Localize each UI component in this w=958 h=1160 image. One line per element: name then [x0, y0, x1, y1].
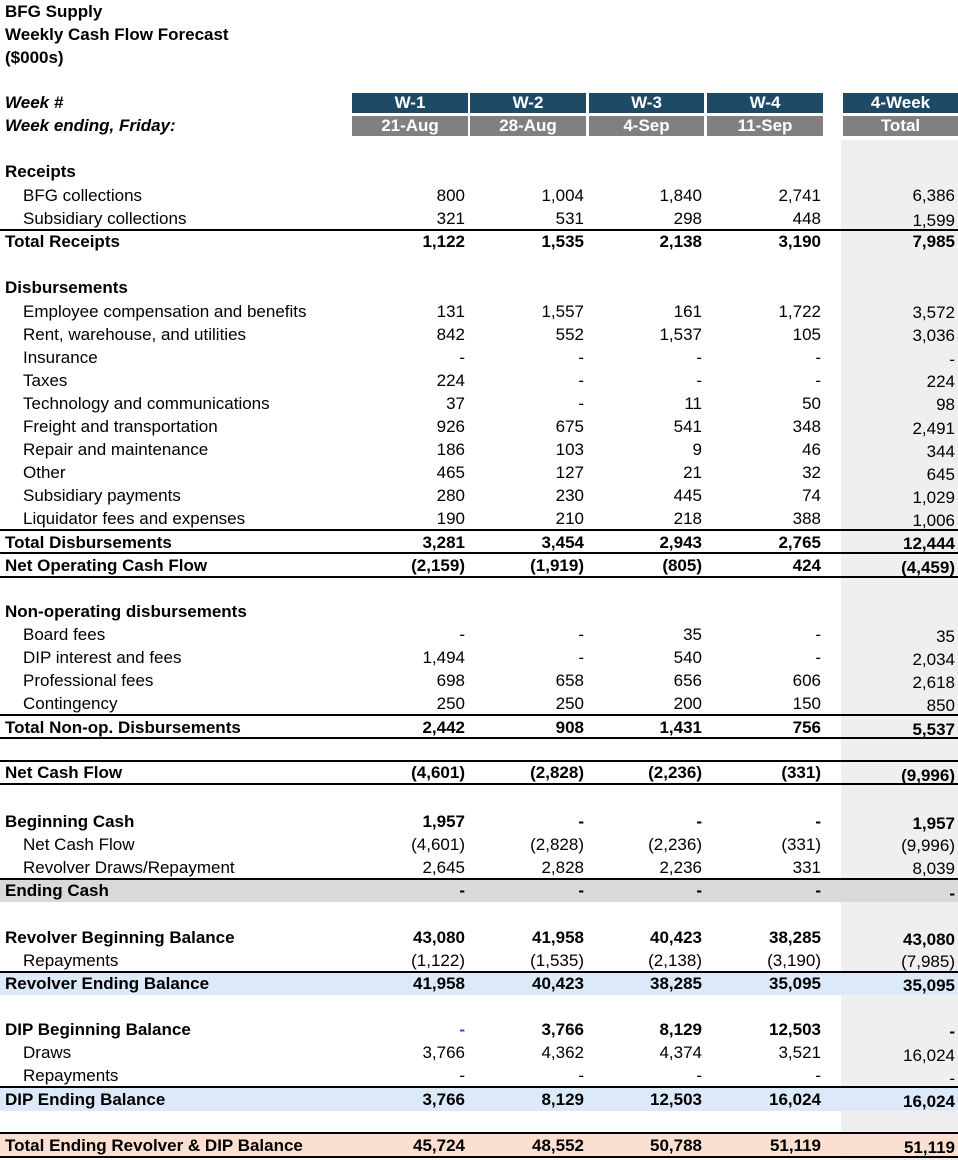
week-3-cell: 35 — [683, 625, 702, 644]
week-2-cell: - — [578, 371, 584, 390]
row-label: Contingency — [23, 694, 118, 713]
week-4-cell: - — [815, 348, 821, 367]
rule-line — [0, 714, 958, 716]
row-label: Net Cash Flow — [5, 763, 123, 782]
week-3-cell: 9 — [692, 440, 702, 459]
week-4-cell: 38,285 — [769, 928, 821, 947]
rule-line — [0, 737, 958, 739]
row-label: Subsidiary payments — [23, 486, 181, 505]
rule-line — [0, 1156, 958, 1158]
row-label: Insurance — [23, 348, 98, 367]
week-3-cell: 1,537 — [659, 325, 702, 344]
table-row — [0, 1041, 958, 1064]
total-cell: (9,996) — [901, 766, 955, 785]
week-2-cell: 1,004 — [541, 186, 584, 205]
week-3-cell: 2,236 — [659, 858, 702, 877]
row-label: Taxes — [23, 371, 68, 390]
week-4-cell: 46 — [802, 440, 821, 459]
week-4-cell: 424 — [792, 556, 821, 575]
total-cell: 12,444 — [903, 534, 955, 553]
table-row — [0, 554, 958, 577]
week-1-cell: 321 — [436, 209, 465, 228]
week-3-cell: 656 — [673, 671, 702, 690]
week-2-cell: 3,766 — [541, 1020, 584, 1039]
week-2-cell: 552 — [555, 325, 584, 344]
week-1-cell: - — [459, 625, 465, 644]
week-1-cell: - — [459, 348, 465, 367]
table-row — [0, 369, 958, 392]
total-cell: - — [949, 1022, 955, 1041]
week-1-cell: 250 — [436, 694, 465, 713]
week-3-cell: 50,788 — [650, 1136, 702, 1155]
total-cell: 7,985 — [912, 232, 955, 251]
week-2-header: W-2 — [470, 93, 586, 113]
week-4-cell: - — [815, 648, 821, 667]
total-cell: - — [949, 350, 955, 369]
table-row — [0, 1134, 958, 1157]
week-4-cell: 3,521 — [778, 1043, 821, 1062]
week-2-date: 28-Aug — [470, 116, 586, 136]
week-4-cell: 756 — [792, 718, 821, 737]
week-2-cell: 127 — [555, 463, 584, 482]
row-label: DIP Beginning Balance — [5, 1020, 191, 1039]
total-cell: (4,459) — [901, 558, 955, 577]
week-4-cell: - — [815, 812, 821, 831]
week-4-cell: - — [815, 625, 821, 644]
week-4-cell: (3,190) — [767, 951, 821, 970]
week-3-header: W-3 — [589, 93, 704, 113]
row-label: Professional fees — [23, 671, 154, 690]
week-1-cell: - — [459, 881, 465, 900]
row-label: Beginning Cash — [5, 812, 135, 831]
week-2-cell: 658 — [555, 671, 584, 690]
week-1-date: 21-Aug — [352, 116, 468, 136]
table-row — [0, 716, 958, 739]
week-1-cell: 465 — [436, 463, 465, 482]
week-4-header: W-4 — [707, 93, 823, 113]
total-cell: 1,599 — [912, 211, 955, 230]
week-2-cell: - — [578, 625, 584, 644]
total-cell: 98 — [936, 395, 955, 414]
rule-line — [0, 1132, 958, 1134]
week-4-cell: 3,190 — [778, 232, 821, 251]
week-2-cell: 230 — [555, 486, 584, 505]
week-1-cell: 224 — [436, 371, 465, 390]
week-3-cell: 2,943 — [659, 533, 702, 552]
total-cell: 2,618 — [912, 673, 955, 692]
table-row — [0, 230, 958, 253]
week-4-cell: (331) — [781, 763, 821, 782]
total-cell: 645 — [926, 465, 955, 484]
total-cell: 344 — [926, 442, 955, 461]
week-4-cell: 51,119 — [769, 1136, 821, 1155]
table-row — [0, 692, 958, 715]
row-label: DIP interest and fees — [23, 648, 182, 667]
week-4-cell: 1,722 — [778, 302, 821, 321]
row-label: Revolver Draws/Repayment — [23, 858, 235, 877]
total-cell: - — [949, 884, 955, 903]
week-1-cell: (4,601) — [411, 763, 465, 782]
rule-line — [0, 229, 958, 231]
total-cell: 16,024 — [903, 1046, 955, 1065]
week-4-cell: 32 — [802, 463, 821, 482]
week-3-cell: 4,374 — [659, 1043, 702, 1062]
table-row — [0, 531, 958, 554]
company-name: BFG Supply — [5, 2, 103, 21]
week-1-cell: 41,958 — [413, 974, 465, 993]
week-1-cell: (2,159) — [411, 556, 465, 575]
table-row — [0, 926, 958, 949]
row-label: Total Disbursements — [5, 533, 172, 552]
week-1-cell: 37 — [446, 394, 465, 413]
row-label: Repayments — [23, 1066, 119, 1085]
total-cell: 43,080 — [903, 930, 955, 949]
row-label: Freight and transportation — [23, 417, 218, 436]
table-row — [0, 207, 958, 230]
week-4-cell: 74 — [802, 486, 821, 505]
week-4-cell: 150 — [792, 694, 821, 713]
row-label: Repayments — [23, 951, 119, 970]
week-4-cell: 2,765 — [778, 533, 821, 552]
total-cell: - — [949, 1069, 955, 1088]
total-cell: (7,985) — [901, 952, 955, 971]
row-label: Board fees — [23, 625, 106, 644]
week-4-cell: 2,741 — [778, 186, 821, 205]
week-2-cell: 8,129 — [541, 1090, 584, 1109]
week-3-cell: (2,236) — [648, 835, 702, 854]
row-label: Draws — [23, 1043, 72, 1062]
table-row — [0, 1088, 958, 1111]
week-2-cell: - — [578, 812, 584, 831]
week-4-cell: 12,503 — [769, 1020, 821, 1039]
week-4-cell: - — [815, 881, 821, 900]
table-row — [0, 300, 958, 323]
table-row — [0, 392, 958, 415]
week-2-cell: 675 — [555, 417, 584, 436]
row-label: Disbursements — [5, 278, 128, 297]
table-row — [0, 623, 958, 646]
total-cell: 5,537 — [912, 720, 955, 739]
week-2-cell: 2,828 — [541, 858, 584, 877]
week-2-cell: (2,828) — [530, 835, 584, 854]
week-1-cell: 45,724 — [413, 1136, 465, 1155]
week-3-cell: 445 — [673, 486, 702, 505]
table-row — [0, 438, 958, 461]
total-cell: 2,034 — [912, 650, 955, 669]
table-row — [0, 669, 958, 692]
week-1-cell: 280 — [436, 486, 465, 505]
rule-line — [0, 971, 958, 973]
week-3-cell: 11 — [684, 394, 702, 413]
table-row — [0, 160, 958, 183]
week-2-cell: - — [578, 394, 584, 413]
week-3-date: 4-Sep — [589, 116, 704, 136]
week-2-cell: 4,362 — [541, 1043, 584, 1062]
week-3-cell: - — [696, 1066, 702, 1085]
row-label: Subsidiary collections — [23, 209, 187, 228]
row-label: Receipts — [5, 162, 76, 181]
table-row — [0, 184, 958, 207]
week-4-cell: 388 — [792, 509, 821, 528]
week-4-cell: 16,024 — [769, 1090, 821, 1109]
week-1-cell: 43,080 — [413, 928, 465, 947]
row-label: Net Cash Flow — [23, 835, 135, 854]
week-1-cell: 698 — [436, 671, 465, 690]
week-3-cell: 298 — [673, 209, 702, 228]
table-row — [0, 1064, 958, 1087]
week-3-cell: - — [696, 881, 702, 900]
row-label: Liquidator fees and expenses — [23, 509, 246, 528]
row-label: Technology and communications — [23, 394, 270, 413]
week-2-cell: 1,535 — [541, 232, 584, 251]
rule-line — [0, 878, 958, 880]
week-4-date: 11-Sep — [707, 116, 823, 136]
row-label: Total Ending Revolver & DIP Balance — [5, 1136, 303, 1155]
week-3-cell: - — [696, 812, 702, 831]
total-cell: 1,957 — [912, 814, 955, 833]
week-2-cell: 48,552 — [532, 1136, 584, 1155]
total-cell: 224 — [926, 372, 955, 391]
total-cell: 51,119 — [903, 1138, 955, 1157]
rule-line — [0, 1086, 958, 1088]
week-4-cell: (331) — [781, 835, 821, 854]
table-row — [0, 415, 958, 438]
table-row — [0, 507, 958, 530]
week-3-cell: (2,236) — [648, 763, 702, 782]
week-3-cell: 1,431 — [659, 718, 702, 737]
total-header: 4-Week — [843, 93, 958, 113]
week-1-cell: 131 — [436, 302, 465, 321]
week-3-cell: 540 — [673, 648, 702, 667]
total-cell: 2,491 — [912, 419, 955, 438]
total-cell: 850 — [926, 696, 955, 715]
week-4-cell: - — [815, 371, 821, 390]
table-row — [0, 323, 958, 346]
week-1-cell: - — [459, 1066, 465, 1085]
week-2-cell: (1,919) — [530, 556, 584, 575]
rule-line — [0, 529, 958, 531]
week-3-cell: (805) — [662, 556, 702, 575]
week-2-cell: 210 — [555, 509, 584, 528]
week-2-cell: 40,423 — [532, 974, 584, 993]
week-3-cell: 12,503 — [650, 1090, 702, 1109]
row-label: Repair and maintenance — [23, 440, 209, 459]
week-3-cell: 541 — [673, 417, 702, 436]
total-cell: 6,386 — [912, 186, 955, 205]
total-subheader: Total — [843, 116, 958, 136]
week-4-cell: 35,095 — [769, 974, 821, 993]
table-row — [0, 600, 958, 623]
table-row — [0, 484, 958, 507]
week-3-cell: - — [696, 348, 702, 367]
week-4-cell: 448 — [792, 209, 821, 228]
week-1-cell: 3,281 — [422, 533, 465, 552]
total-cell: (9,996) — [901, 836, 955, 855]
rule-line — [0, 576, 958, 578]
week-3-cell: 218 — [673, 509, 702, 528]
week-1-cell: 190 — [436, 509, 465, 528]
total-cell: 16,024 — [903, 1092, 955, 1111]
week-1-cell: (4,601) — [411, 835, 465, 854]
week-1-cell: 186 — [436, 440, 465, 459]
total-cell: 35,095 — [903, 976, 955, 995]
table-row — [0, 972, 958, 995]
table-row — [0, 833, 958, 856]
table-row — [0, 879, 958, 902]
week-2-cell: - — [578, 648, 584, 667]
week-1-cell: 842 — [436, 325, 465, 344]
week-3-cell: 161 — [673, 302, 702, 321]
table-row — [0, 646, 958, 669]
rule-line — [0, 552, 958, 554]
row-label: Ending Cash — [5, 881, 109, 900]
table-row — [0, 1018, 958, 1041]
week-2-cell: - — [578, 881, 584, 900]
week-1-cell: 2,645 — [422, 858, 465, 877]
total-cell: 8,039 — [912, 859, 955, 878]
week-4-cell: 105 — [792, 325, 821, 344]
week-1-cell: 3,766 — [422, 1090, 465, 1109]
table-row — [0, 810, 958, 833]
week-2-cell: (1,535) — [530, 951, 584, 970]
row-label: Rent, warehouse, and utilities — [23, 325, 247, 344]
table-row — [0, 856, 958, 879]
report-title: Weekly Cash Flow Forecast — [5, 25, 229, 44]
week-1-cell: 2,442 — [422, 718, 465, 737]
week-3-cell: 2,138 — [659, 232, 702, 251]
row-label: Employee compensation and benefits — [23, 302, 307, 321]
week-1-cell: 3,766 — [422, 1043, 465, 1062]
week-ending-label: Week ending, Friday: — [5, 116, 176, 135]
row-label: Non-operating disbursements — [5, 602, 247, 621]
row-label: Revolver Beginning Balance — [5, 928, 235, 947]
row-label: Total Non-op. Disbursements — [5, 718, 241, 737]
week-2-cell: 103 — [555, 440, 584, 459]
total-cell: 1,006 — [912, 511, 955, 530]
week-4-cell: 348 — [792, 417, 821, 436]
week-2-cell: 250 — [555, 694, 584, 713]
week-1-cell: 800 — [436, 186, 465, 205]
total-cell: 35 — [936, 627, 955, 646]
week-2-cell: 3,454 — [541, 533, 584, 552]
week-1-cell: 1,494 — [422, 648, 465, 667]
week-4-cell: - — [815, 1066, 821, 1085]
week-4-cell: 606 — [792, 671, 821, 690]
table-row — [0, 461, 958, 484]
rule-line — [0, 783, 958, 785]
week-1-cell: 1,122 — [422, 232, 465, 251]
week-2-cell: - — [578, 1066, 584, 1085]
week-1-cell: (1,122) — [411, 951, 465, 970]
week-3-cell: 21 — [683, 463, 702, 482]
total-cell: 3,036 — [912, 326, 955, 345]
week-1-header: W-1 — [352, 93, 468, 113]
total-cell: 1,029 — [912, 488, 955, 507]
week-2-cell: 908 — [555, 718, 584, 737]
total-cell: 3,572 — [912, 303, 955, 322]
week-4-cell: 331 — [792, 858, 821, 877]
row-label: Net Operating Cash Flow — [5, 556, 208, 575]
row-label: Total Receipts — [5, 232, 120, 251]
week-2-cell: - — [578, 348, 584, 367]
week-2-cell: 1,557 — [541, 302, 584, 321]
table-row — [0, 761, 958, 784]
week-number-label: Week # — [5, 93, 64, 112]
row-label: Other — [23, 463, 66, 482]
row-label: Revolver Ending Balance — [5, 974, 210, 993]
week-3-cell: 200 — [673, 694, 702, 713]
week-4-cell: 50 — [802, 394, 821, 413]
week-2-cell: 41,958 — [532, 928, 584, 947]
week-2-cell: (2,828) — [530, 763, 584, 782]
row-label: DIP Ending Balance — [5, 1090, 166, 1109]
week-3-cell: 38,285 — [650, 974, 702, 993]
week-3-cell: (2,138) — [648, 951, 702, 970]
table-row — [0, 346, 958, 369]
week-1-cell: - — [459, 1020, 465, 1039]
table-row — [0, 276, 958, 299]
week-3-cell: 8,129 — [659, 1020, 702, 1039]
week-3-cell: 1,840 — [659, 186, 702, 205]
week-1-cell: 926 — [436, 417, 465, 436]
week-3-cell: 40,423 — [650, 928, 702, 947]
rule-line — [0, 760, 958, 762]
units-label: ($000s) — [5, 48, 64, 67]
week-3-cell: - — [696, 371, 702, 390]
week-1-cell: 1,957 — [422, 812, 465, 831]
table-row — [0, 949, 958, 972]
row-label: BFG collections — [23, 186, 143, 205]
week-2-cell: 531 — [555, 209, 584, 228]
